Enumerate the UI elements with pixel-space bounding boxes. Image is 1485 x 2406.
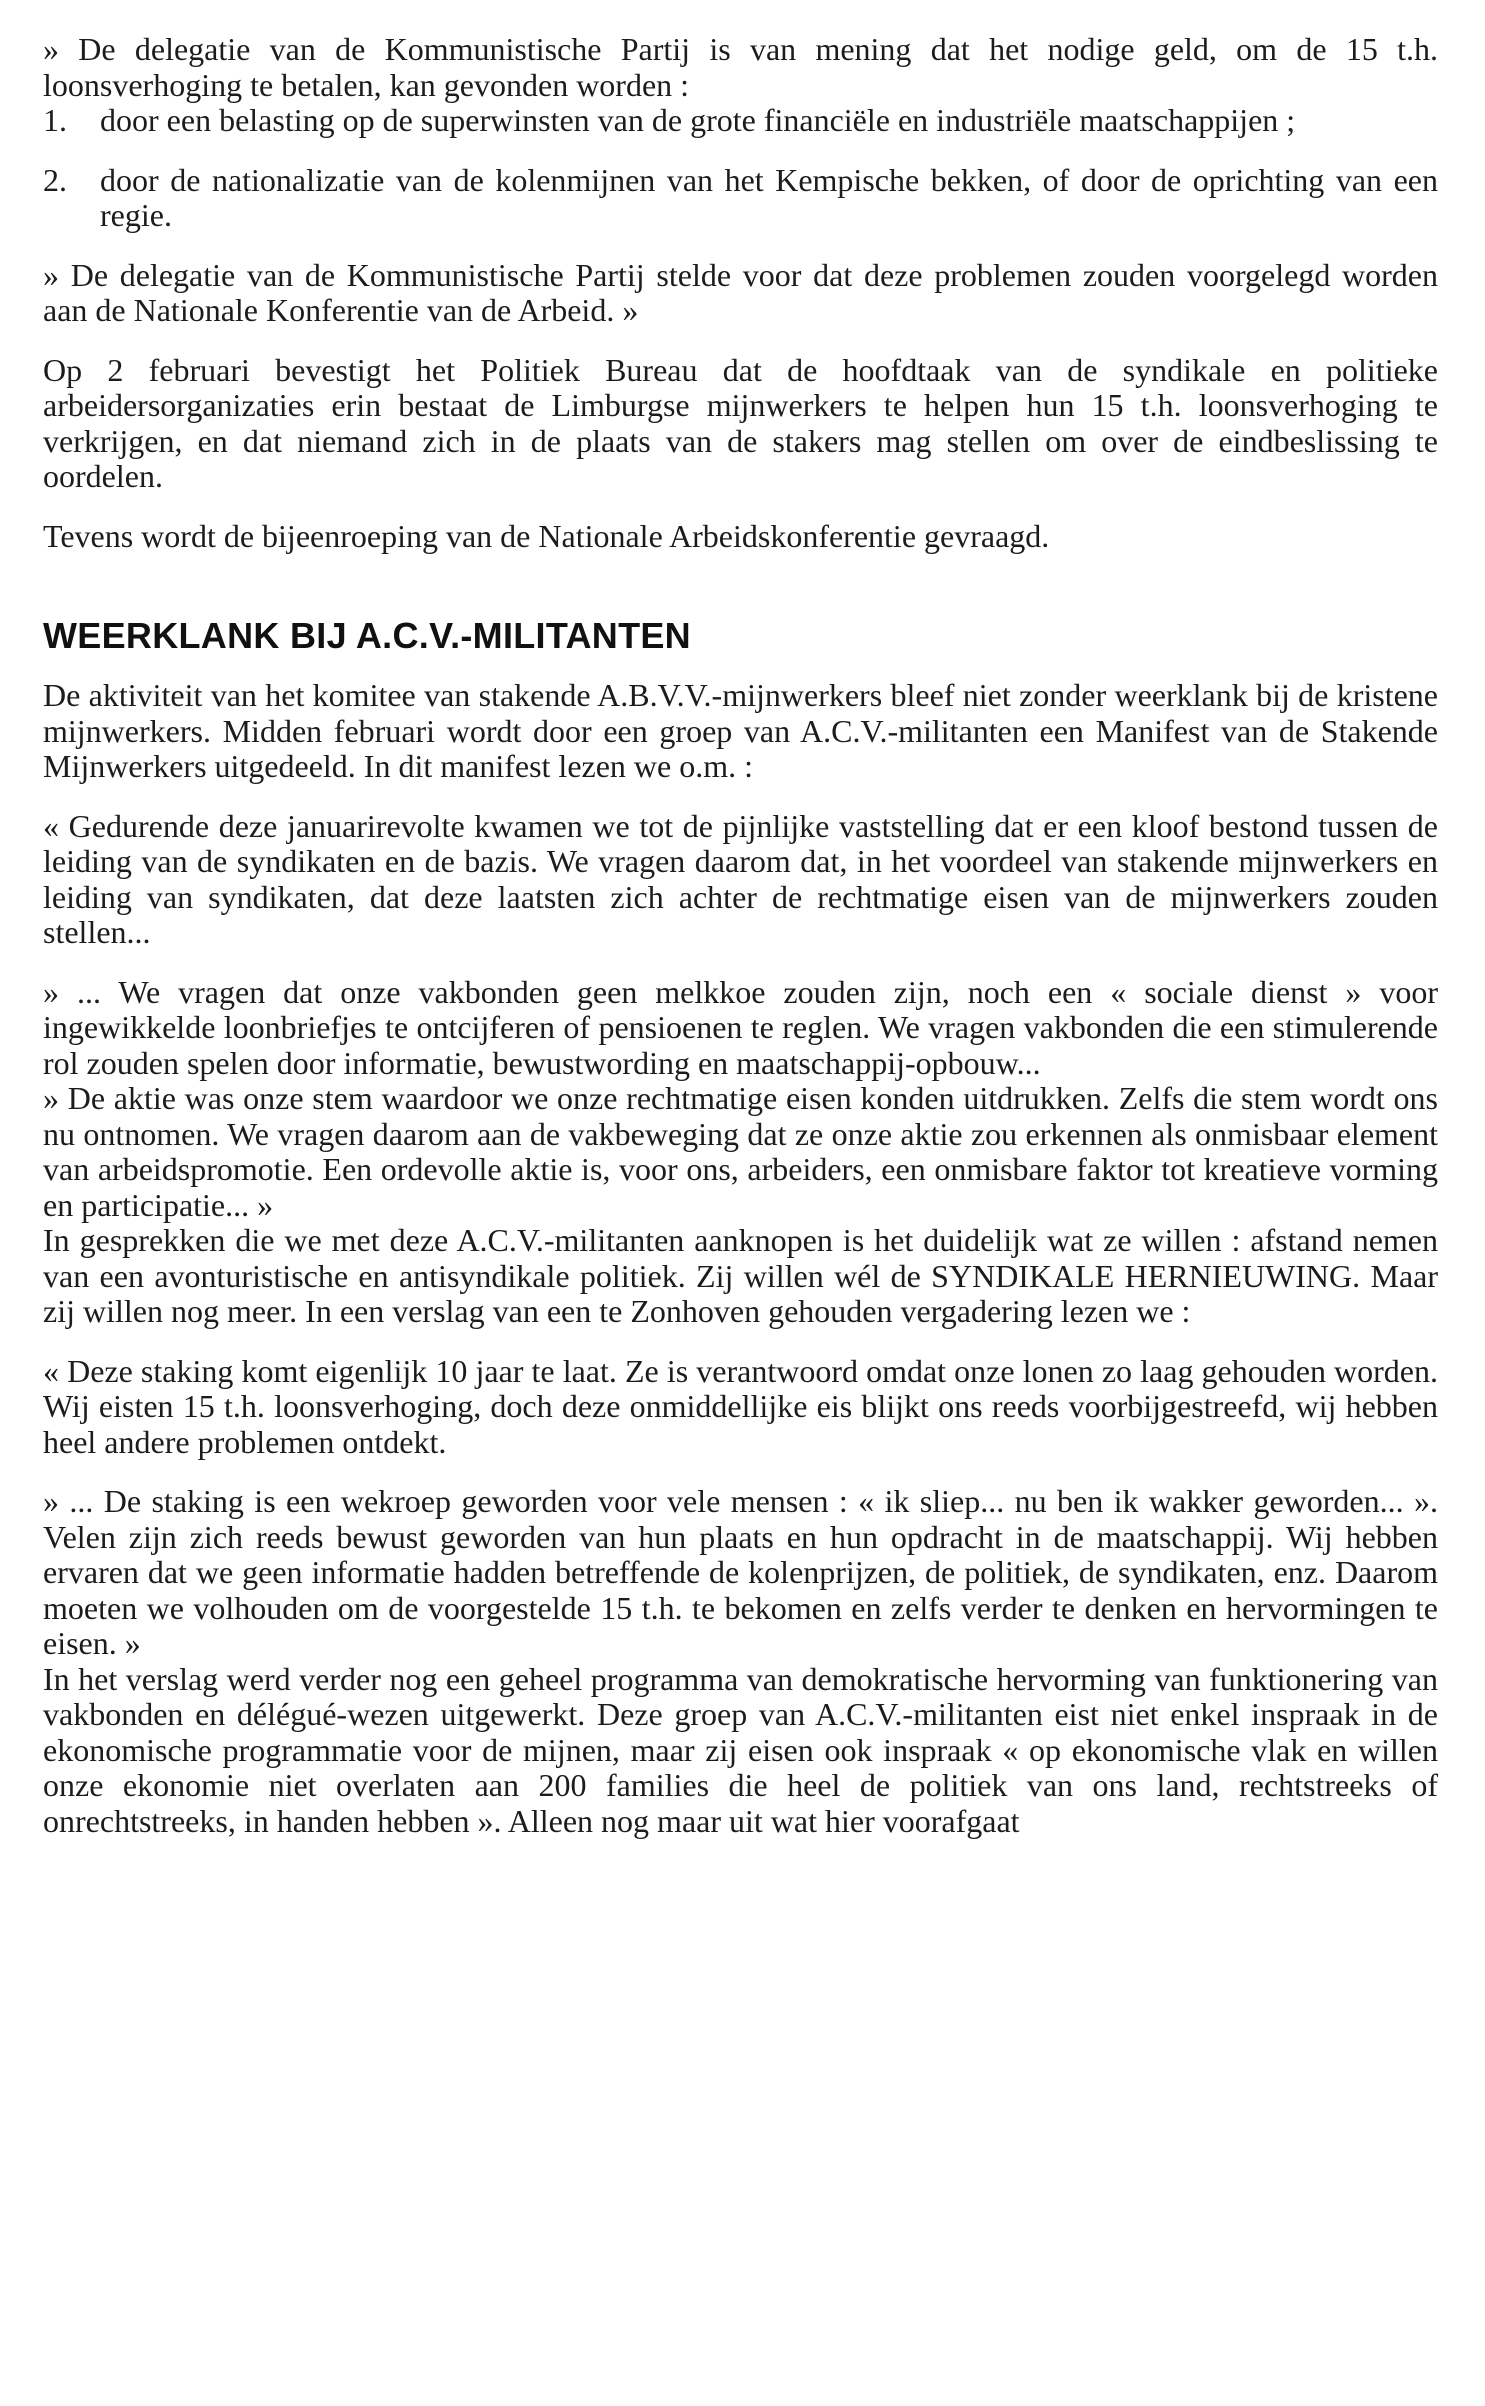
quote-aktie-stem: » De aktie was onze stem waardoor we onze rechtmatige eisen konden uitdrukken. Zelfs die stem wordt ons nu ontnomen. We vragen daarom aan de vakbeweging dat ze onze aktie zou erkennen als onmisbaar element van arbeidspromotie. Een ordevolle aktie is, voor ons, arbeiders, een onmisbare faktor tot kreatieve vorming en participatie... » [43,1080,1438,1223]
paragraph-politiek-bureau: Op 2 februari bevestigt het Politiek Bureau dat de hoofdtaak van de syndikale en politieke arbeidersorganizaties erin bestaat de Limburgse mijnwerkers te helpen hun 15 t.h. loonsverhoging te verkrijgen, en dat niemand zich in de plaats van de stakers mag stellen om over de eindbeslissing te oordelen. [43,351,1438,494]
quote-staking-te-laat: « Deze staking komt eigenlijk 10 jaar te laat. Ze is verantwoord omdat onze lonen zo laag gehouden worden. Wij eisten 15 t.h. loonsverhoging, doch deze onmiddellijke eis blijkt ons reeds voorbijgestreefd, wij hebben heel andere problemen ontdekt. [43,1352,1438,1460]
quote-januarirevolte: « Gedurende deze januarirevolte kwamen we tot de pijnlijke vaststelling dat er een kloof bestond tussen de leiding van de syndikaten en de bazis. We vragen daarom dat, in het voordeel van stakende mijnwerkers en leiding van syndikaten, dat deze laatsten zich achter de rechtmatige eisen van de mijnwerkers zouden stellen... [43,807,1438,950]
paragraph-nationale-arbeidskonferentie: Tevens wordt de bijeenroeping van de Nationale Arbeidskonferentie gevraagd. [43,517,1050,554]
paragraph-verslag-programma: In het verslag werd verder nog een geheel programma van demokratische hervorming van funktionering van vakbonden en délégué-wezen uitgewerkt. Deze groep van A.C.V.-militanten eist niet enkel inspraak in de ekonomische programmatie voor de mijnen, maar zij eisen ook inspraak « op ekonomische vlak en willen onze ekonomie niet overlaten aan 200 families die heel de politiek van ons land, rechtstreeks of onrechtstreeks, in handen hebben ». Alleen nog maar uit wat hier voorafgaat [43,1660,1438,1839]
paragraph-gesprekken-militanten: In gesprekken die we met deze A.C.V.-militanten aanknopen is het duidelijk wat ze willen : afstand nemen van een avonturistische en antisyndikale politiek. Zij willen wél de SYNDIKALE HERNIEUWING. Maar zij willen nog meer. In een verslag van een te Zonhoven gehouden vergadering lezen we : [43,1222,1438,1329]
quote-vakbonden: » ... We vragen dat onze vakbonden geen melkkoe zouden zijn, noch een « sociale dienst » voor ingewikkelde loonbriefjes te ontcijferen of pensioenen te reglen. We vragen vakbonden die een stimulerende rol zouden spelen door informatie, bewustwording en maatschappij-opbouw... [43,973,1438,1081]
list-item-text: door een belasting op de superwinsten van de grote financiële en industriële maatschappijen ; [100,102,1296,138]
list-item-number: 1. [43,102,67,138]
list-item-number: 2. [43,161,67,198]
paragraph-komitee-activity: De aktiviteit van het komitee van stakende A.B.V.V.-mijnwerkers bleef niet zonder weerklank bij de kristene mijnwerkers. Midden februari wordt door een groep van A.C.V.-militanten een Manifest van de Stakende Mijnwerkers uitgedeeld. In dit manifest lezen we o.m. : [43,677,1438,784]
list-item [43,163,1438,234]
quote-wekroep: » ... De staking is een wekroep geworden voor vele mensen : « ik sliep... nu ben ik wakker geworden... ». Velen zijn zich reeds bewust geworden van hun plaats en hun opdracht in de maatschappij. Wij hebben ervaren dat we geen informatie hadden betreffende de kolenprijzen, de politiek, de syndikaten, enz. Daarom moeten we volhouden om de voorgestelde 15 t.h. te bekomen en zelfs verder te denken en hervormingen te eisen. » [43,1483,1438,1661]
document-page [43,32,1438,1839]
paragraph-kp-delegation-proposal: » De delegatie van de Kommunistische Partij stelde voor dat deze problemen zouden voorgelegd worden aan de Nationale Konferentie van de Arbeid. » [43,256,1438,328]
section-heading: WEERKLANK BIJ A.C.V.-MILITANTEN [43,615,691,656]
funding-measures-list [43,103,1438,234]
list-item-text: door de nationalizatie van de kolenmijnen van het Kempische bekken, of door de oprichting van een regie. [100,161,1438,233]
list-item [43,103,1438,139]
paragraph-kp-delegation-funding: » De delegatie van de Kommunistische Partij is van mening dat het nodige geld, om de 15 t.h. loonsverhoging te betalen, kan gevonden worden : [43,31,1438,103]
